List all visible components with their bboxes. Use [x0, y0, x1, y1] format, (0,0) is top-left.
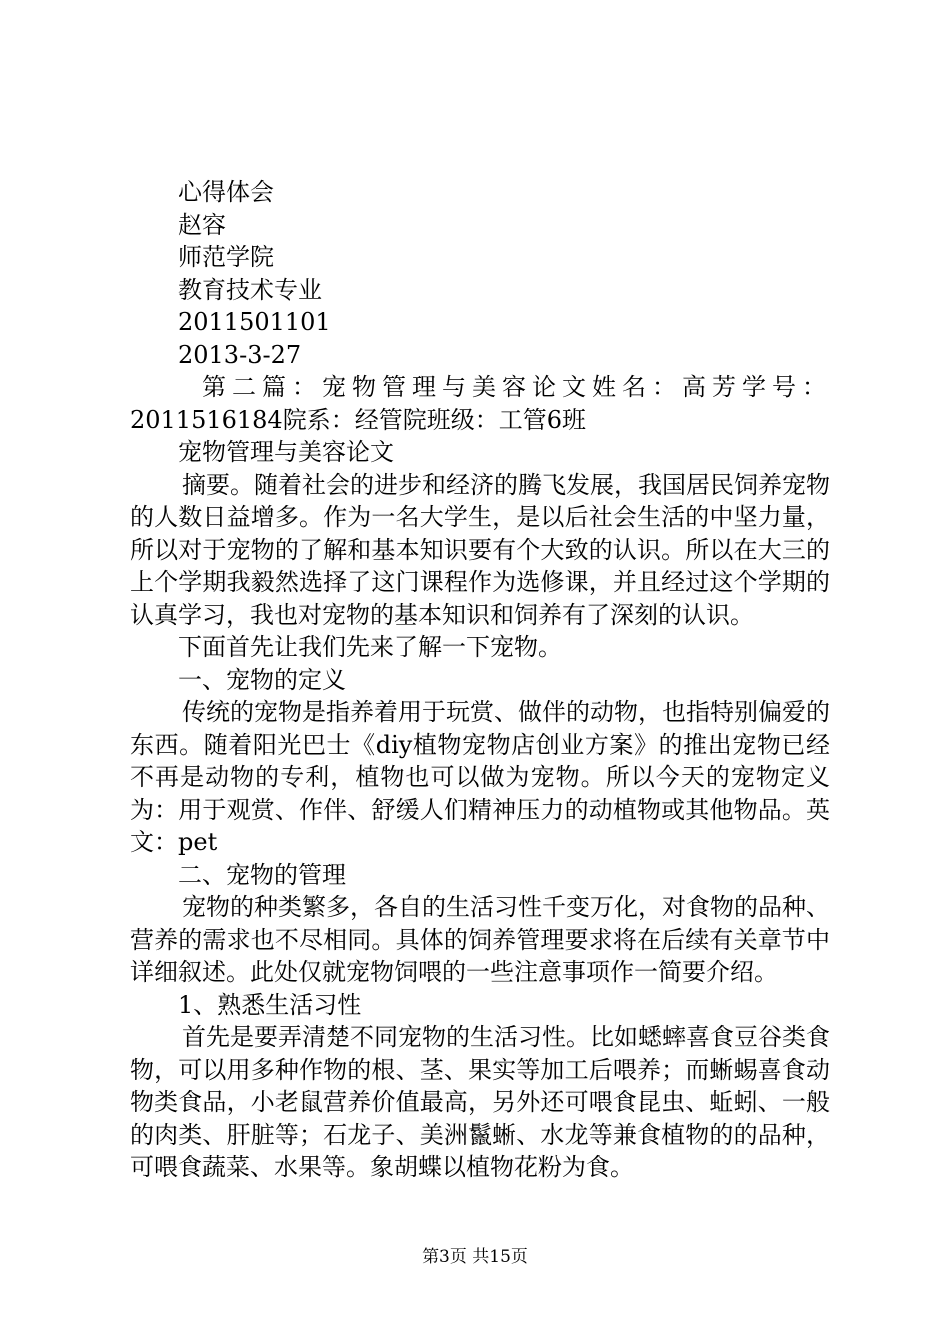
subsection1-heading: 1、熟悉生活习性 [178, 990, 362, 1019]
abstract-paragraph: 摘要。随着社会的进步和经济的腾飞发展，我国居民饲养宠物的人数日益增多。作为一名大学生，是以后社会生活的中坚力量，所以对于宠物的了解和基本知识要有个大致的认识。所以在大三的上个学期我毅然选择了这门课程作为选修课，并且经过这个学期的认真学习，我也对宠物的基本知识和饲养有了深刻的认识。 [130, 470, 830, 629]
header-line-major: 教育技术专业 [178, 275, 322, 304]
header-line-author: 赵容 [178, 210, 226, 239]
article-heading-line2: 2011516184院系：经管院班级：工管6班 [130, 405, 586, 434]
intro-paragraph: 下面首先让我们先来了解一下宠物。 [178, 633, 562, 661]
page-footer: 第3页 共15页 [422, 1247, 528, 1267]
document-body [130, 176, 830, 1184]
section1-paragraph: 传统的宠物是指养着用于玩赏、做伴的动物，也指特别偏爱的东西。随着阳光巴士《diy植物宠物店创业方案》的推出宠物已经不再是动物的专利，植物也可以做为宠物。所以今天的宠物定义为：用于观赏、作伴、舒缓人们精神压力的动植物或其他物品。英文：pet [130, 698, 830, 856]
article-heading-line1: 第二篇：宠物管理与美容论文姓名：高芳学号： [202, 373, 832, 401]
header-line-student-id: 2011501101 [178, 308, 331, 336]
header-line-title: 心得体会 [178, 178, 274, 206]
header-line-college: 师范学院 [178, 243, 274, 271]
article-title: 宠物管理与美容论文 [178, 438, 394, 466]
section2-paragraph: 宠物的种类繁多，各自的生活习性千变万化，对食物的品种、营养的需求也不尽相同。具体的饲养管理要求将在后续有关章节中详细叙述。此处仅就宠物饲喂的一些注意事项作一简要介绍。 [130, 893, 830, 986]
section1-heading: 一、宠物的定义 [178, 665, 346, 694]
header-line-date: 2013-3-27 [178, 340, 302, 369]
section2-heading: 二、宠物的管理 [178, 860, 346, 889]
subsection1-paragraph: 首先是要弄清楚不同宠物的生活习性。比如蟋蟀喜食豆谷类食物，可以用多种作物的根、茎、果实等加工后喂养；而蜥蜴喜食动物类食品，小老鼠营养价值最高，另外还可喂食昆虫、蚯蚓、一般的肉类、肝脏等；石龙子、美洲鬣蜥、水龙等兼食植物的的品种，可喂食蔬菜、水果等。象胡蝶以植物花粉为食。 [130, 1023, 830, 1181]
